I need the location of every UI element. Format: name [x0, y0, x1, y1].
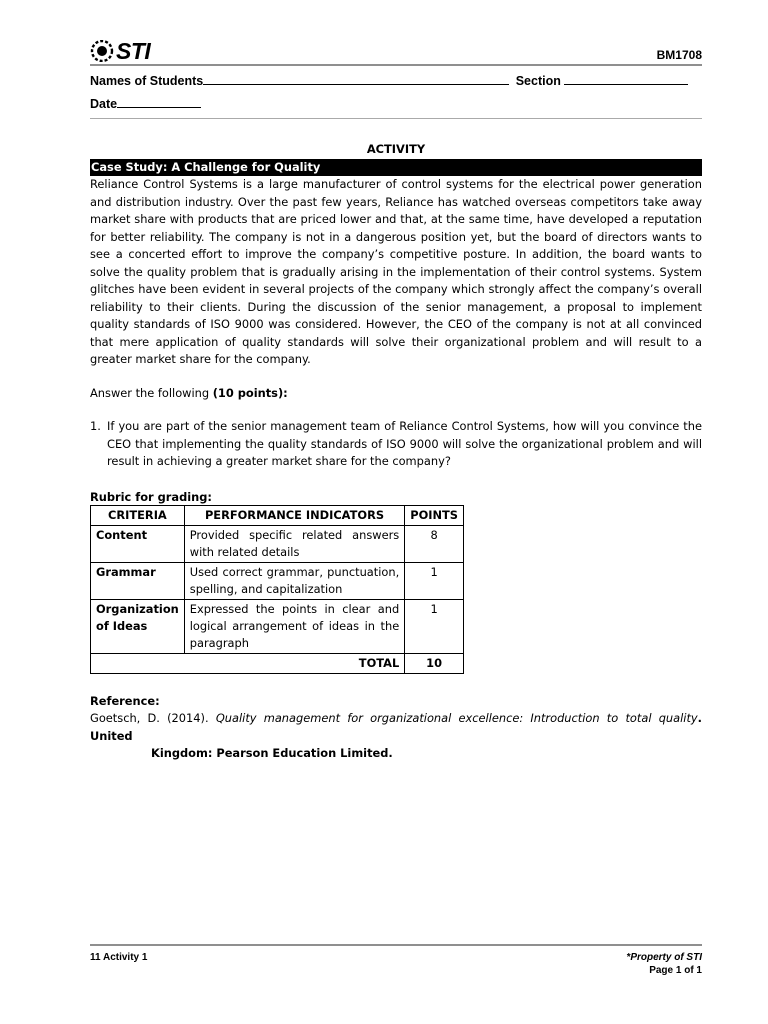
case-study-title: Case Study: A Challenge for Quality — [90, 159, 702, 176]
indicator-cell: Used correct grammar, punctuation, spelling, and capitalization — [184, 563, 404, 600]
rubric-header-row — [91, 506, 464, 526]
reference-entry — [90, 710, 702, 763]
date-label: Date — [90, 97, 118, 111]
header-criteria: CRITERIA — [91, 506, 185, 526]
question-number: 1. — [90, 419, 101, 433]
question-text: If you are part of the senior management team of Reliance Control Systems, how will you convince the CEO that implementing the quality standards of ISO 9000 will solve the organizational problem and will result in achieving a greater market share for the company? — [107, 419, 702, 468]
question-1 — [90, 418, 702, 471]
footer-property: *Property of STI — [626, 952, 702, 963]
logo-text: STI — [116, 37, 151, 64]
names-field — [90, 72, 688, 88]
footer-right — [626, 951, 702, 977]
total-value: 10 — [405, 654, 464, 674]
footer-page: Page 1 of 1 — [649, 965, 702, 976]
header-indicators: PERFORMANCE INDICATORS — [184, 506, 404, 526]
names-label: Names of Students — [90, 74, 204, 88]
reference-title: Reference: — [90, 694, 160, 708]
header-points: POINTS — [405, 506, 464, 526]
document-code: BM1708 — [656, 48, 702, 62]
table-row — [91, 526, 464, 563]
table-row — [91, 600, 464, 654]
rubric-table — [90, 505, 464, 674]
field-divider — [90, 118, 702, 119]
case-study-paragraph: Reliance Control Systems is a large manufacturer of control systems for the electrical power generation and distribution industry. Over the past few years, Reliance has watched overseas competitors take away market share with products that are priced lower and that, at the same time, have developed a reputation for better reliability. The company is not in a dangerous position yet, but the board of directors wants to see a concerted effort to improve the company’s competitive posture. In addition, the board wants to solve the quality problem that is gradually arising in the implementation of their control systems. System glitches have been evident in several projects of the company which strongly affect the company’s overall reliability to their clients. During the discussion of the senior management, a proposal to implement quality standards of ISO 9000 was considered. However, the CEO of the company is not at all convinced that mere application of quality standards will solve their organizational problem and will result to a greater market share for the company. — [90, 177, 702, 366]
section-blank[interactable] — [564, 72, 688, 85]
reference-publisher-2: Kingdom: Pearson Education Limited. — [151, 746, 393, 760]
criteria-cell: Grammar — [91, 563, 185, 600]
section-label: Section — [515, 74, 561, 88]
date-blank[interactable] — [117, 95, 201, 108]
table-row — [91, 563, 464, 600]
reference-book: Quality management for organizational excellence: Introduction to total quality — [215, 711, 698, 725]
points-cell: 1 — [405, 600, 464, 654]
indicator-cell: Provided specific related answers with related details — [184, 526, 404, 563]
sti-logo-icon — [90, 40, 114, 62]
points-cell: 8 — [405, 526, 464, 563]
criteria-cell: Organization of Ideas — [91, 600, 185, 654]
answer-instruction — [90, 385, 288, 403]
footer-divider — [90, 944, 702, 946]
reference-publisher-1: . United — [90, 711, 702, 743]
indicator-cell: Expressed the points in clear and logical arrangement of ideas in the paragraph — [184, 600, 404, 654]
date-field — [90, 95, 201, 111]
footer-activity: 11 Activity 1 — [90, 952, 148, 963]
names-blank[interactable] — [203, 72, 509, 85]
rubric-title: Rubric for grading: — [90, 490, 212, 504]
sti-logo — [90, 38, 150, 64]
total-label: TOTAL — [91, 654, 405, 674]
criteria-cell: Content — [91, 526, 185, 563]
header-divider — [90, 64, 702, 66]
points-cell: 1 — [405, 563, 464, 600]
reference-author: Goetsch, D. (2014). — [90, 711, 216, 725]
rubric-total-row — [91, 654, 464, 674]
activity-title: ACTIVITY — [366, 142, 426, 156]
answer-points: (10 points): — [212, 386, 288, 400]
answer-prefix: Answer the following — [90, 386, 213, 400]
